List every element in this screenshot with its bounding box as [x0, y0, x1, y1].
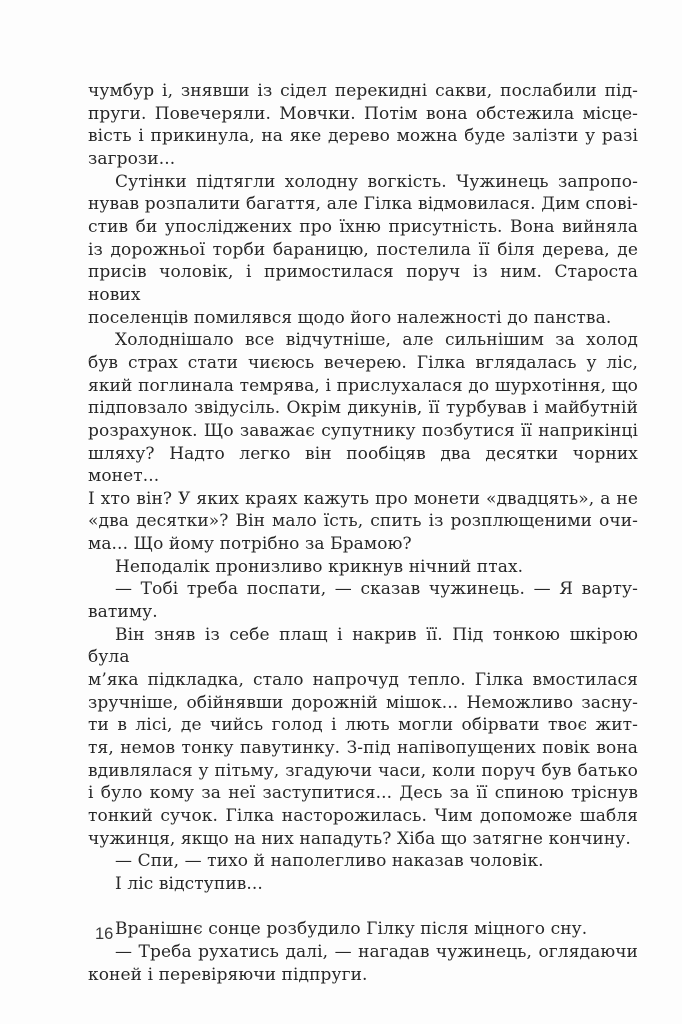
text-line: ма... Що йому потрібно за Брамою? [88, 534, 412, 555]
text-line: Вранішнє сонце розбудило Гілку після міцного сну. [115, 919, 588, 940]
text-line: чужинця, якщо на них нападуть? Хіба що затягне кончину. [88, 828, 631, 849]
text-line: розрахунок. Що заважає супутнику позбутися її наприкінці [88, 420, 638, 441]
paragraph [88, 329, 638, 556]
text-line: ти в лісі, де чийсь голод і лють могли обірвати твоє жит- [88, 715, 638, 736]
paragraph [88, 624, 638, 851]
page-number: 16 [95, 925, 114, 943]
paragraph [88, 80, 638, 171]
paragraph [88, 578, 638, 623]
text-line: вдивлялася у пітьму, згадуючи часи, коли поруч був батько [88, 760, 638, 781]
text-line: «два десятки»? Він мало їсть, спить із розплющеними очи- [88, 511, 638, 532]
text-line: — Спи, — тихо й наполегливо наказав чоловік. [115, 851, 544, 872]
text-line: загрози... [88, 148, 176, 169]
text-line: присів чоловік, і примостилася поруч із ним. Староста нових [88, 262, 638, 305]
text-line: який поглинала темрява, і прислухалася до шурхотіння, що [88, 375, 638, 396]
text-line: — Тобі треба поспати, — сказав чужинець. — Я варту- [115, 579, 638, 600]
paragraph [88, 850, 638, 873]
text-line: тя, немов тонку павутинку. З-під напівопущених повік вона [88, 738, 638, 759]
text-line: Холоднішало все відчутніше, але сильнішим за холод [115, 330, 638, 351]
text-line: м’яка підкладка, стало напрочуд тепло. Гілка вмостилася [88, 670, 638, 691]
paragraph [88, 918, 638, 941]
paragraph [88, 941, 638, 986]
paragraph [88, 556, 638, 579]
text-line: шляху? Надто легко він пообіцяв два десятки чорних монет... [88, 443, 638, 487]
text-block [88, 80, 638, 986]
text-line: стив би упосліджених про їхню присутність. Вона вийняла [88, 216, 638, 237]
text-line: і було кому за неї заступитися... Десь за її спиною тріснув [88, 783, 638, 804]
text-line: із дорожньої торби бараницю, постелила її біля дерева, де [88, 239, 638, 260]
text-line: Сутінки підтягли холодну вогкість. Чужинець запропо- [115, 171, 638, 192]
text-line: Він зняв із себе плащ і накрив її. Під тонкою шкірою була [88, 624, 638, 668]
text-line: підповзало звідусіль. Окрім дикунів, її турбував і майбутній [88, 398, 638, 419]
text-line: І хто він? У яких краях кажуть про монети «двадцять», а не [88, 488, 638, 509]
text-line: був страх стати чиєюсь вечерею. Гілка вглядалась у ліс, [88, 352, 638, 373]
text-line: чумбур і, знявши із сідел перекидні сакви, послабили під- [88, 81, 638, 101]
text-line: І ліс відступив... [115, 873, 263, 894]
paragraph [88, 171, 638, 330]
text-line: Неподалік пронизливо крикнув нічний птах. [115, 556, 524, 577]
paragraph [88, 873, 638, 896]
text-line: коней і перевіряючи підпруги. [88, 964, 368, 985]
text-line: зручніше, обійнявши дорожній мішок... Неможливо засну- [88, 692, 638, 713]
text-line: нував розпалити багаття, але Гілка відмовилася. Дим спові- [88, 194, 638, 215]
text-line: вість і прикинула, на яке дерево можна буде залізти у разі [88, 126, 638, 147]
text-line: тонкий сучок. Гілка насторожилась. Чим допоможе шабля [88, 806, 638, 826]
text-line: — Треба рухатись далі, — нагадав чужинець, оглядаючи [115, 941, 638, 962]
text-line: пруги. Повечеряли. Мовчки. Потім вона обстежила місце- [88, 103, 638, 124]
text-line: поселенців помилявся щодо його належності до панства. [88, 307, 612, 328]
text-line: ватиму. [88, 602, 158, 623]
